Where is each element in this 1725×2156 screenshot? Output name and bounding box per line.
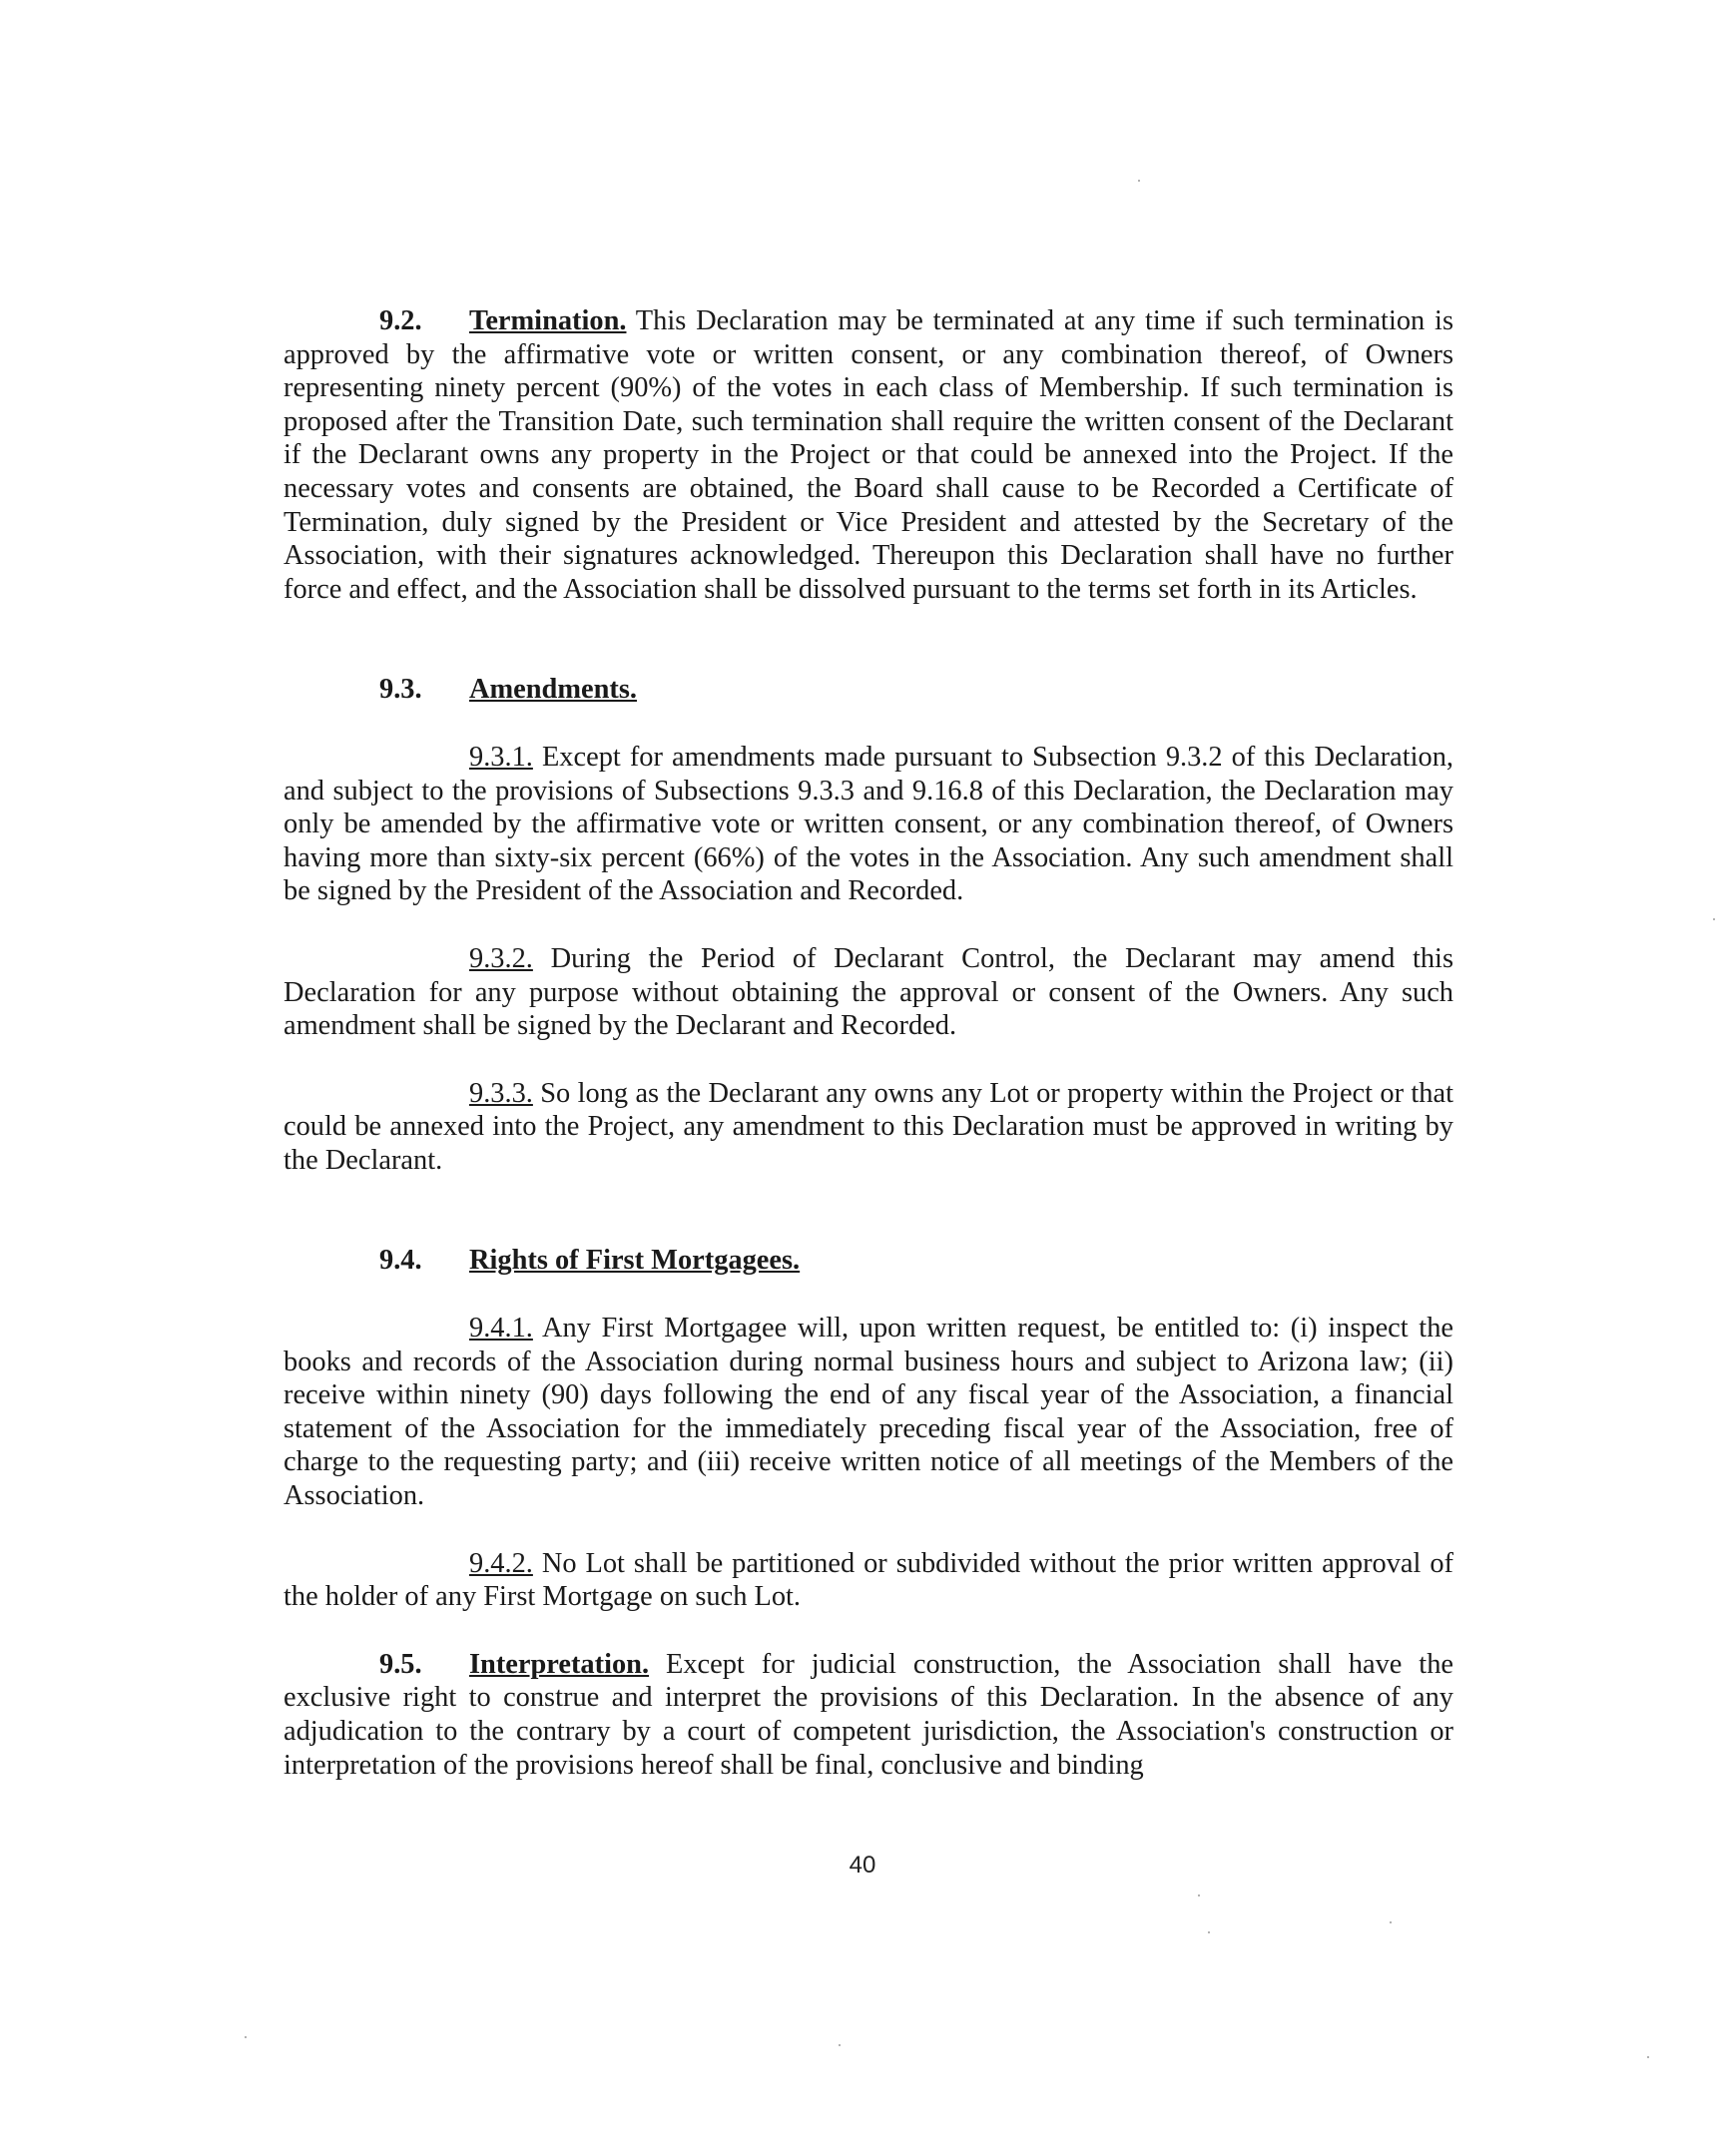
section-9-4-heading	[284, 1244, 1453, 1278]
section-9-5	[284, 1648, 1453, 1782]
subsection-text: So long as the Declarant any owns any Lot or property within the Project or that could be annexed into the Project, any amendment to this Declaration must be approved in writing by the Declarant.	[284, 1077, 1453, 1176]
section-title: Termination.	[469, 305, 627, 336]
subsection-number: 9.3.1.	[469, 741, 533, 773]
document-body	[284, 304, 1453, 1782]
subsection-number: 9.3.3.	[469, 1077, 533, 1109]
section-number: 9.3.	[379, 674, 422, 706]
subsection-9-3-2	[284, 942, 1453, 1043]
page-number: 40	[849, 1852, 876, 1879]
section-number: 9.4.	[379, 1245, 422, 1277]
subsection-text: During the Period of Declarant Control, the Declarant may amend this Declaration for any purpose without obtaining the approval or consent of the Owners. Any such amendment shall be signed by the Declarant and Recorded.	[284, 942, 1453, 1042]
scan-speck	[1647, 2056, 1649, 2058]
scan-speck	[1713, 918, 1715, 920]
scan-speck	[1208, 1931, 1210, 1933]
section-9-3-heading	[284, 673, 1453, 707]
subsection-number: 9.4.2.	[469, 1547, 533, 1579]
scan-speck	[1138, 180, 1140, 182]
scan-speck	[1390, 1921, 1392, 1923]
subsection-number: 9.4.1.	[469, 1313, 533, 1345]
scan-speck	[1198, 1894, 1200, 1896]
scan-speck	[245, 2036, 247, 2038]
subsection-number: 9.3.2.	[469, 942, 533, 974]
subsection-9-4-1	[284, 1312, 1453, 1513]
section-title: Amendments.	[469, 674, 637, 706]
section-9-2	[284, 304, 1453, 606]
section-number: 9.2.	[379, 305, 422, 336]
subsection-9-3-1	[284, 741, 1453, 908]
section-number: 9.5.	[379, 1648, 422, 1680]
section-text: This Declaration may be terminated at any time if such termination is approved by the affirmative vote or written consent, or any combination thereof, of Owners representing ninety percent (90%) of the votes in each class of Membership. If such termination is proposed after the Transition Date, such termination shall require the written consent of the Declarant if the Declarant owns any property in the Project or that could be annexed into the Project. If the necessary votes and consents are obtained, the Board shall cause to be Recorded a Certificate of Termination, duly signed by the President or Vice President and attested by the Secretary of the Association, with their signatures acknowledged. Thereupon this Declaration shall have no further force and effect, and the Association shall be dissolved pursuant to the terms set forth in its Articles.	[284, 305, 1453, 605]
section-title: Interpretation.	[469, 1648, 650, 1680]
subsection-text: Except for amendments made pursuant to Subsection 9.3.2 of this Declaration, and subject to the provisions of Subsections 9.3.3 and 9.16.8 of this Declaration, the Declaration may only be amended by the affirmative vote or written consent, or any combination thereof, of Owners having more than sixty-six percent (66%) of the votes in the Association. Any such amendment shall be signed by the President of the Association and Recorded.	[284, 741, 1453, 907]
subsection-9-3-3	[284, 1077, 1453, 1178]
section-title: Rights of First Mortgagees.	[469, 1245, 801, 1277]
section-text: Except for judicial construction, the Association shall have the exclusive right to construe and interpret the provisions of this Declaration. In the absence of any adjudication to the contrary by a court of competent jurisdiction, the Association's construction or interpretation of the provisions hereof shall be final, conclusive and binding	[284, 1648, 1453, 1781]
subsection-text: No Lot shall be partitioned or subdivided without the prior written approval of the holder of any First Mortgage on such Lot.	[284, 1547, 1453, 1613]
scan-speck	[839, 2044, 841, 2046]
subsection-text: Any First Mortgagee will, upon written request, be entitled to: (i) inspect the books and records of the Association during normal business hours and subject to Arizona law; (ii) receive within ninety (90) days following the end of any fiscal year of the Association, a financial statement of the Association for the immediately preceding fiscal year of the Association, free of charge to the requesting party; and (iii) receive written notice of all meetings of the Members of the Association.	[284, 1313, 1453, 1512]
subsection-9-4-2	[284, 1547, 1453, 1614]
